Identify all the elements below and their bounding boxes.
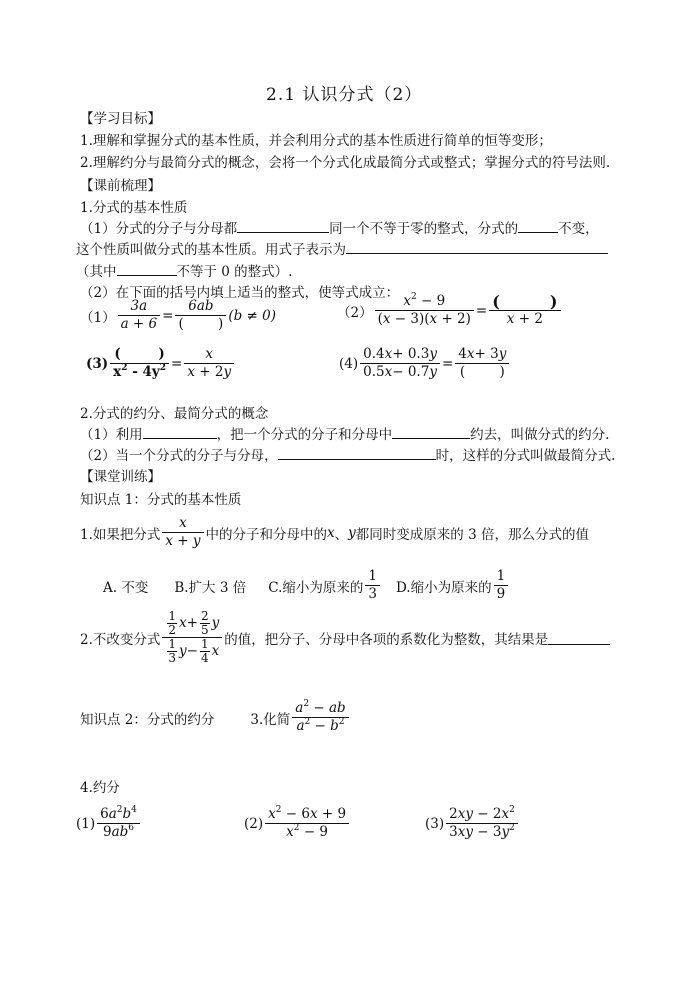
fraction: ( ) x + 2	[489, 293, 560, 328]
question-3: 3.化简	[250, 711, 291, 728]
fraction: $\frac{0.4x+ 0.3y}{0.5x- 0.7y}$	[360, 346, 440, 381]
blank-field[interactable]	[518, 218, 558, 233]
knowledge-point-2-row	[80, 700, 351, 735]
blank-field[interactable]	[346, 239, 608, 254]
knowledge-point-2: 知识点 2：分式的约分	[80, 711, 215, 728]
equation-4: (4) $\frac{0.4x+ 0.3y}{0.5x- 0.7y}$ = 4x+ 3y ( )	[339, 346, 511, 381]
option-b[interactable]: B.扩大 3 倍	[174, 579, 247, 596]
objective-2: 2.理解约分与最简分式的概念，会将一个分式化成最简分式或整式；掌握分式的符号法则.	[80, 155, 611, 171]
review-point-1-line3: （其中 不等于 0 的整式）.	[76, 260, 292, 280]
fraction: x x + y	[162, 515, 203, 550]
question-2: 2.不改变分式 $\frac{1}{2}$ x+ $\frac{2}{5}$ y $\frac{1}{3}$ y− $\frac{1}{4}$ x 的值，把分子、分母中各项的系数化为整数，其结果是	[80, 610, 610, 665]
equation-1: （1） $\frac{3a}{a + 6}$ = 6ab ( ) (b ≠ 0)	[80, 298, 276, 332]
fraction: 1 3	[365, 568, 380, 603]
blank-field[interactable]	[278, 445, 436, 460]
equation-3: (3) ( ) $x^2 - 4y^2$ = $\frac{x}{x + 2y}$	[86, 346, 236, 381]
review-point-1-line1: （1）分式的分子与分母都 同一个不等于零的整式，分式的 不变，	[80, 217, 599, 237]
option-c[interactable]: C.缩小为原来的	[268, 579, 364, 596]
page-title: 2.1 认识分式（2）	[266, 85, 423, 105]
fraction: $a^2$ − ab $a^2 - b^2$	[292, 700, 348, 735]
fraction: ( ) $x^2 - 4y^2$	[110, 346, 169, 381]
question-4-part-3: (3) $2xy - 2x^2$ $3xy - 3y^2$	[425, 806, 520, 841]
fraction: $\frac{x}{x + 2y}$	[184, 346, 234, 381]
review-point-3-line1: （1）利用 ，把一个分式的分子和分母中 约去，叫做分式的约分.	[80, 423, 609, 443]
question-4-part-1: (1) $6a^2b^4$ $9ab^6$	[76, 806, 142, 841]
fraction: 1 9	[494, 568, 509, 603]
question-4-part-2: (2) $x^2 - 6x + 9$ $x^2 - 9$	[244, 806, 351, 841]
fraction: $\frac{x^2 - 9}{(x - 3)(x + 2)}$	[375, 293, 474, 328]
section-header-review: 【课前梳理】	[80, 178, 161, 194]
knowledge-point-1: 知识点 1：分式的基本性质	[80, 492, 242, 508]
blank-field[interactable]	[117, 261, 177, 276]
fraction: 4x+ 3y ( )	[455, 346, 509, 381]
fraction: $x^2 - 6x + 9$ $x^2 - 9$	[265, 806, 349, 841]
review-point-3-title: 2.分式的约分、最简分式的概念	[80, 406, 269, 422]
question-1-options	[103, 568, 510, 603]
section-header-objectives: 【学习目标】	[80, 111, 161, 127]
equation-2: （2） $\frac{x^2 - 9}{(x - 3)(x + 2)}$ = ( ) x + 2	[337, 293, 563, 328]
objective-1: 1.理解和掌握分式的基本性质，并会利用分式的基本性质进行简单的恒等变形；	[80, 133, 552, 149]
fraction: $2xy - 2x^2$ $3xy - 3y^2$	[446, 806, 518, 841]
blank-field[interactable]	[237, 218, 329, 233]
blank-field[interactable]	[143, 424, 217, 439]
review-point-3-line2: （2）当一个分式的分子与分母， 时，这样的分式叫做最简分式.	[80, 444, 615, 464]
question-1: 1.如果把分式 x x + y 中的分子和分母中的 x 、 y 都同时变成原来的 3 倍，那么分式的值	[80, 515, 589, 549]
blank-field[interactable]	[392, 424, 470, 439]
review-point-1-title: 1.分式的基本性质	[80, 200, 188, 216]
review-point-2-title: （2）在下面的括号内填上适当的整式，使等式成立：	[80, 285, 400, 301]
section-header-training: 【课堂训练】	[80, 469, 161, 485]
review-point-1-line2: 这个性质叫做分式的基本性质。用式子表示为	[76, 238, 608, 258]
question-4: 4.约分	[80, 780, 120, 796]
blank-field[interactable]	[548, 630, 610, 645]
fraction: $\frac{1}{2}$ x+ $\frac{2}{5}$ y $\frac{1}{3}$ y− $\frac{1}{4}$ x	[162, 610, 222, 665]
fraction: $\frac{3a}{a + 6}$	[118, 298, 161, 333]
fraction: $6a^2b^4$ $9ab^6$	[97, 806, 140, 841]
fraction: 6ab ( )	[175, 298, 226, 333]
option-d[interactable]: D.缩小为原来的	[395, 579, 492, 596]
option-a[interactable]: A. 不变	[103, 579, 149, 596]
